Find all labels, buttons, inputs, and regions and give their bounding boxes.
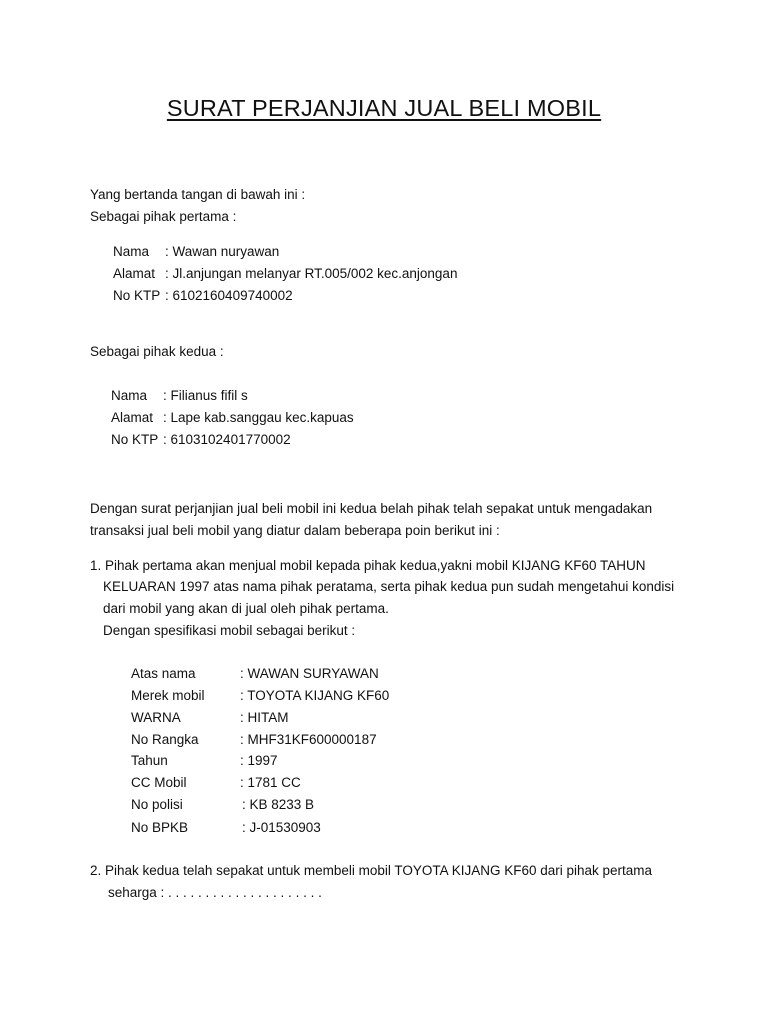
point-1-line: Dengan spesifikasi mobil sebagai berikut : (103, 623, 356, 638)
spec-label: Atas nama (131, 666, 196, 681)
spec-label: No BPKB (131, 820, 189, 835)
spec-label: Merek mobil (131, 688, 205, 703)
alamat-value: : Jl.anjungan melanyar RT.005/002 kec.anjongan (165, 266, 458, 281)
nama-label: Nama (111, 388, 148, 403)
nama-value: : Filianus fifil s (163, 388, 248, 403)
spec-label: No Rangka (131, 732, 199, 747)
alamat-label: Alamat (113, 266, 156, 281)
spec-value: : J-01530903 (242, 820, 321, 835)
spec-value: : WAWAN SURYAWAN (240, 666, 379, 681)
document-title: SURAT PERJANJIAN JUAL BELI MOBIL (166, 95, 602, 121)
ktp-label: No KTP (111, 432, 159, 447)
spec-label: Tahun (131, 753, 168, 768)
nama-label: Nama (113, 244, 150, 259)
spec-label: CC Mobil (131, 775, 187, 790)
ktp-value: : 6103102401770002 (163, 432, 291, 447)
spec-value: : 1997 (240, 753, 278, 768)
point-2-line: 2. Pihak kedua telah sepakat untuk membeli mobil TOYOTA KIJANG KF60 dari pihak pertama (90, 863, 653, 878)
ktp-label: No KTP (113, 288, 161, 303)
alamat-value: : Lape kab.sanggau kec.kapuas (163, 410, 354, 425)
point-2-line: seharga : . . . . . . . . . . . . . . . . . . . . . (108, 885, 322, 900)
spec-value: : HITAM (240, 710, 289, 725)
nama-value: : Wawan nuryawan (165, 244, 280, 259)
point-1-line: dari mobil yang akan di jual oleh pihak pertama. (103, 601, 389, 616)
agreement-paragraph-line: transaksi jual beli mobil yang diatur dalam beberapa poin berikut ini : (90, 523, 500, 538)
spec-label: No polisi (131, 797, 183, 812)
spec-value: : 1781 CC (240, 775, 301, 790)
spec-value: : TOYOTA KIJANG KF60 (240, 688, 390, 703)
point-1-line: KELUARAN 1997 atas nama pihak peratama, serta pihak kedua pun sudah mengetahui kondisi (103, 579, 675, 594)
alamat-label: Alamat (111, 410, 154, 425)
point-1-line: 1. Pihak pertama akan menjual mobil kepada pihak kedua,yakni mobil KIJANG KF60 TAHUN (90, 558, 646, 573)
pihak-pertama-heading: Sebagai pihak pertama : (90, 209, 237, 224)
spec-label: WARNA (131, 710, 181, 725)
ktp-value: : 6102160409740002 (165, 288, 293, 303)
agreement-paragraph-line: Dengan surat perjanjian jual beli mobil ini kedua belah pihak telah sepakat untuk mengadakan (90, 501, 653, 516)
spec-value: : MHF31KF600000187 (240, 732, 377, 747)
pihak-kedua-heading: Sebagai pihak kedua : (90, 344, 224, 359)
spec-value: : KB 8233 B (242, 797, 315, 812)
intro-line: Yang bertanda tangan di bawah ini : (90, 187, 306, 202)
